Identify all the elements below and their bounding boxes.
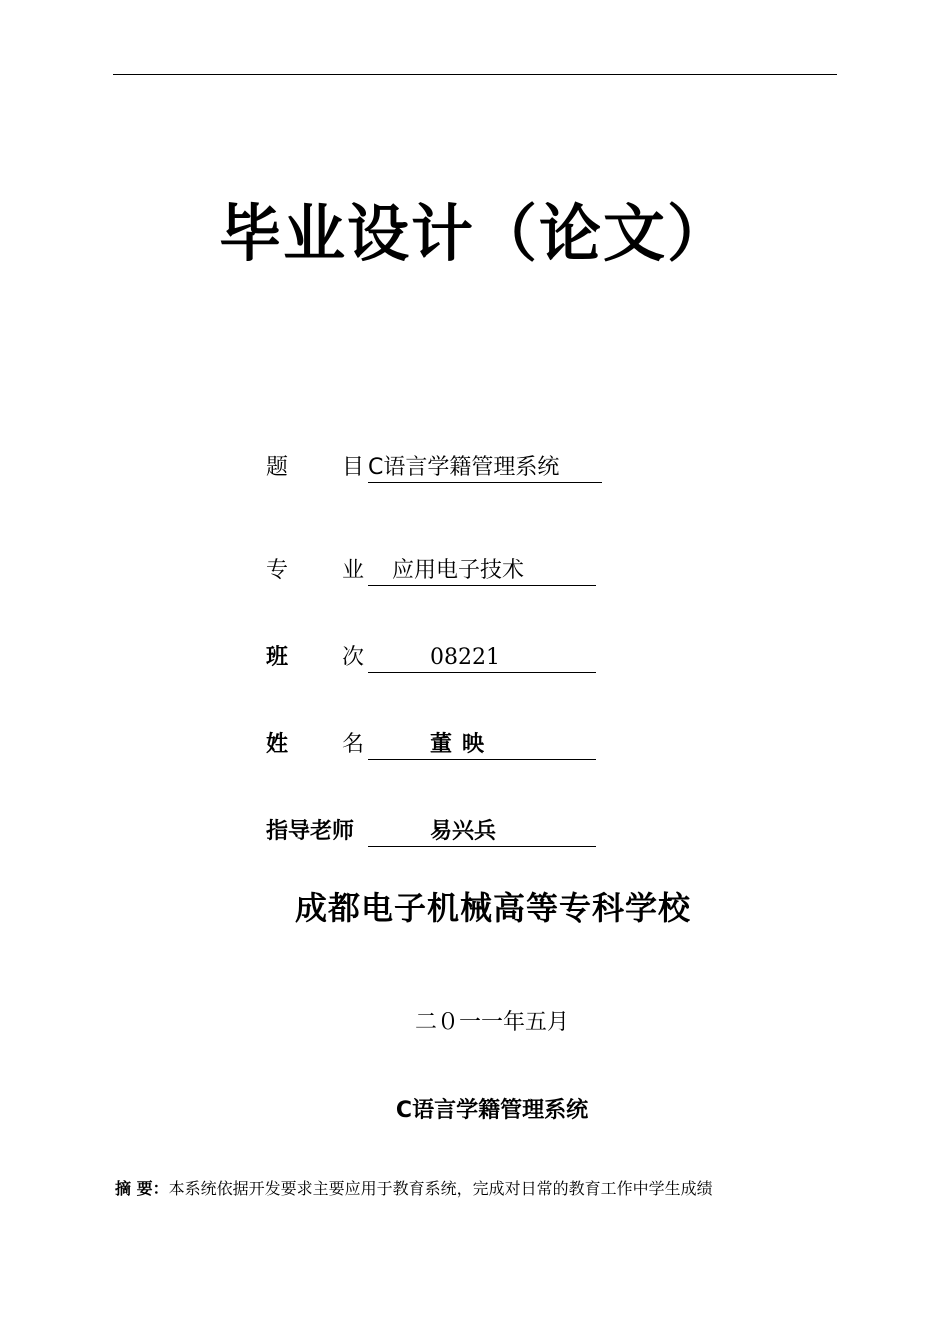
major-label-b: 业	[342, 558, 365, 583]
class-label-a: 班	[266, 645, 289, 670]
major-value: 应用电子技术	[392, 558, 525, 583]
school-name: 成都电子机械高等专科学校	[294, 889, 691, 927]
topic-label-b: 目	[342, 455, 365, 480]
abstract-text: 本系统依据开发要求主要应用于教育系统，完成对日常的教育工作中学生成绩	[168, 1179, 713, 1198]
name-label-a: 姓	[266, 732, 289, 757]
class-label-b: 次	[342, 645, 365, 670]
advisor-value: 易兴兵	[430, 819, 497, 844]
topic-value: C语言学籍管理系统	[368, 455, 560, 480]
name-value: 董映	[430, 732, 495, 757]
paper-subtitle: C语言学籍管理系统	[395, 1098, 589, 1123]
abstract-label: 摘 要：	[115, 1179, 169, 1198]
topic-value-underline	[368, 452, 602, 483]
header-rule	[113, 74, 837, 75]
major-value-underline	[368, 555, 596, 586]
class-value-underline	[368, 642, 596, 673]
major-label-a: 专	[266, 558, 289, 583]
class-value: 08221	[430, 645, 500, 670]
name-label-b: 名	[342, 732, 365, 757]
page-title: 毕业设计（论文）	[218, 197, 731, 270]
advisor-value-underline	[368, 816, 596, 847]
abstract	[115, 1176, 845, 1202]
name-value-underline	[368, 729, 596, 760]
date: 二０一一年五月	[414, 1010, 569, 1035]
advisor-label: 指导老师	[266, 819, 355, 844]
topic-label-a: 题	[266, 455, 289, 480]
